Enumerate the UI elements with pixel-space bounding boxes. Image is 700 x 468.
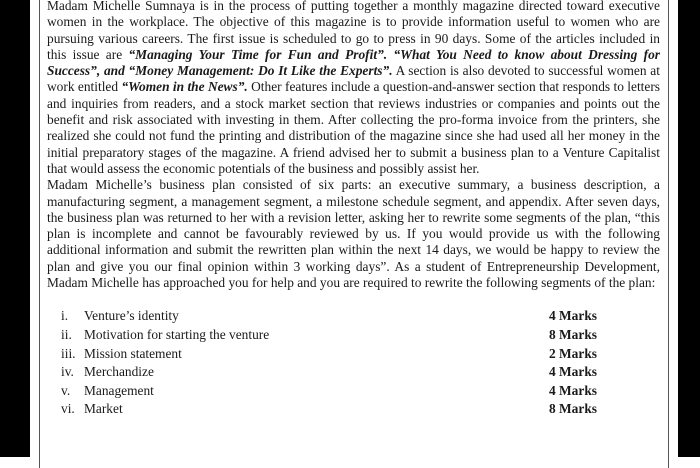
segment-text [61,307,179,326]
list-item [61,345,604,364]
paragraph-text: Madam Michelle Sumnaya is in the process of putting together a monthly magazine directed toward executive women in the workplace. The objective of this magazine is to provide information useful to women who are pursuing various careers. The first issue is scheduled to go to press in 90 days. Some of the articles included in this issue are [47,0,660,62]
segment-label: Management [84,382,154,398]
segment-numeral: vi. [61,401,75,417]
left-border-edge [0,0,30,457]
list-item [61,307,604,326]
segment-text [61,363,154,382]
segment-text [61,326,269,345]
right-border-edge [678,0,700,457]
segment-numeral: ii. [61,326,72,342]
segment-numeral: v. [61,382,71,398]
emphasized-text: “Women in the News”. [121,79,248,95]
segment-label: Mission statement [84,345,182,361]
segment-text [61,400,123,419]
segment-text [61,345,182,364]
segment-label: Venture’s identity [84,308,179,324]
segment-marks: 8 Marks [549,326,597,342]
segment-marks: 4 Marks [549,308,597,324]
segment-marks: 2 Marks [549,345,597,361]
segment-label: Market [84,401,123,417]
list-item [61,326,604,345]
segment-marks: 4 Marks [549,382,597,398]
segment-marks: 4 Marks [549,364,597,380]
list-item [61,382,604,401]
paragraph-text: Madam Michelle’s business plan consisted of six parts: an executive summary, a business description, a manufacturing segment, a management segment, a milestone schedule segment, and appendix. After seven days, the business plan was returned to her with a revision letter, asking her to rewrite some segments of the plan, “this plan is incomplete and cannot be favourably reviewed by us. If you would provide us with the following additional information and submit the rewritten plan within the next 14 days, we would be happy to review the plan and give you our final opinion within 3 working days”. As a student of Entrepreneurship Development, Madam Michelle has approached you for help and you are required to rewrite the following segments of the plan: [47,177,660,291]
paragraph-text: Other features include a question-and-answer section that responds to letters and inquiries from readers, and a stock market section that reviews industries or companies and points out the benefit and risk associated with investing in them. After collecting the pro-forma invoice from the printers, she realized she could not fund the printing and distribution of the magazine since she had used all her money in the initial preparatory stages of the magazine. A friend advised her to submit a business plan to a Venture Capitalist that would assess the economic potentials of the business and possibly assist her. [47,79,661,176]
segment-text [61,382,154,401]
segment-numeral: iii. [61,345,76,361]
segment-label: Motivation for starting the venture [84,326,270,342]
segment-numeral: i. [61,308,69,324]
segments-list [61,307,604,419]
segment-marks: 8 Marks [549,401,597,417]
document-body [47,0,660,419]
emphasized-text: “Managing Your Time for Fun and Profit”. “What You Need to know about Dressing for Success”, and “Money Management: Do It Like the Experts”. [47,46,660,79]
case-paragraph-1 [47,0,660,177]
case-paragraph-2 [47,177,660,291]
segment-numeral: iv. [61,364,74,380]
list-item [61,363,604,382]
list-item [61,400,604,419]
paragraph-text: A section is also devoted to successful women at work entitled [47,63,660,95]
segment-label: Merchandize [84,364,154,380]
